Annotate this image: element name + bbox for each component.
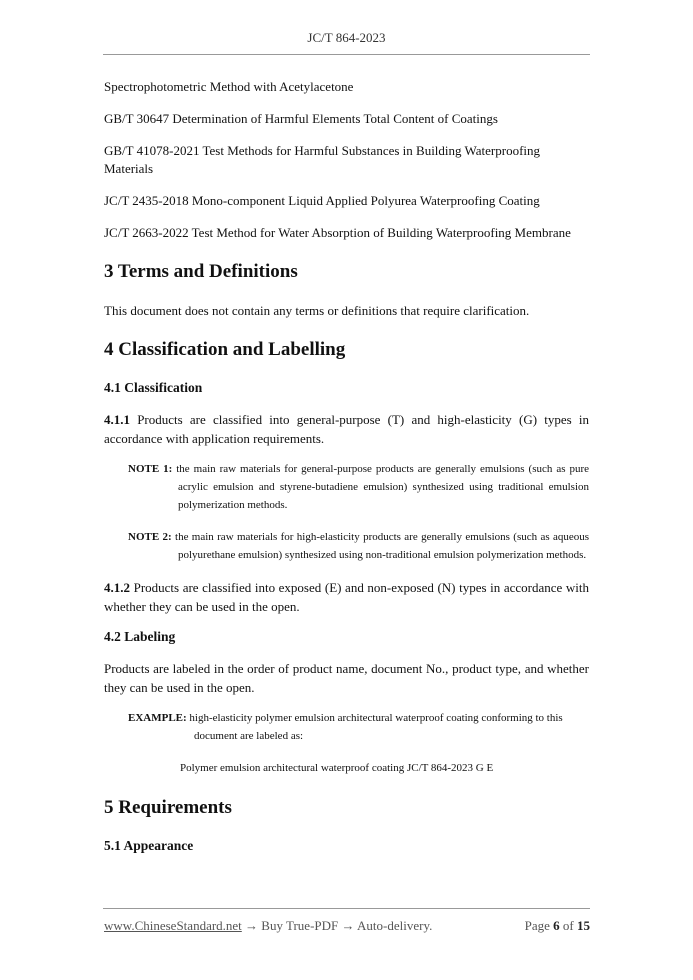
header-title: JC/T 864-2023 [307,30,386,45]
reference-item: Spectrophotometric Method with Acetylacetone [104,79,354,94]
buy-text: Buy True-PDF [261,918,339,933]
clause-number: 4.1.1 [104,412,130,427]
reference-item: JC/T 2435-2018 Mono-component Liquid Applied Polyurea Waterproofing Coating [104,193,540,208]
page-header [103,30,590,46]
clause-text: Products are classified into exposed (E) and non-exposed (N) types in accordance with whether they can be used in the open. [104,580,589,614]
note-text: the main raw materials for general-purpose products are generally emulsions (such as pure acrylic emulsion and styrene-butadiene emulsion) synthesized using traditional emulsion polymerization methods. [172,463,589,511]
footer-left [104,918,432,934]
note-2 [128,528,589,564]
note-label: NOTE 1: [128,463,173,475]
section-5-heading: 5 Requirements [104,797,232,818]
section-4-heading: 4 Classification and Labelling [104,339,346,360]
page-indicator [525,918,590,934]
example-text: high-elasticity polymer emulsion architectural waterproof coating conforming to this document are labeled as: [186,712,563,742]
page-label: Page [524,918,554,933]
of-label: of [559,918,577,933]
note-text: the main raw materials for high-elasticity products are generally emulsions (such as aqueous polyurethane emulsion) synthesized using non-traditional emulsion polymerization methods. [171,531,589,561]
section-5-1-heading: 5.1 Appearance [104,838,194,853]
page-total: 15 [577,918,590,933]
example-designation: Polymer emulsion architectural waterproof coating JC/T 864-2023 G E [180,762,494,774]
section-3-text: This document does not contain any terms or definitions that require clarification. [104,303,530,318]
arrow-icon: → [241,918,262,933]
page-footer [104,918,590,934]
arrow-icon: → [338,918,358,933]
section-4-1-heading: 4.1 Classification [104,380,203,395]
delivery-text: Auto-delivery. [357,918,433,933]
clause-text: Products are classified into general-purpose (T) and high-elasticity (G) types in accordance with application requirements. [104,412,589,446]
site-link[interactable]: www.ChineseStandard.net [104,918,242,933]
clause-4-1-1 [104,410,589,448]
section-3-heading: 3 Terms and Definitions [104,261,298,282]
clause-4-1-2 [104,578,589,616]
section-4-2-heading: 4.2 Labeling [104,629,176,644]
note-1 [128,460,589,514]
normative-references-list [104,78,589,242]
reference-item: JC/T 2663-2022 Test Method for Water Absorption of Building Waterproofing Membrane [104,225,571,240]
example-label: EXAMPLE: [128,712,187,724]
note-label: NOTE 2: [128,531,172,543]
clause-number: 4.1.2 [104,580,130,595]
reference-item: GB/T 30647 Determination of Harmful Elements Total Content of Coatings [104,111,498,126]
page-content [104,78,589,868]
footer-divider [103,908,590,909]
page-number: 6 [553,918,560,933]
reference-item: GB/T 41078-2021 Test Methods for Harmful Substances in Building Waterproofing Materials [104,143,541,176]
header-divider [103,54,590,55]
example-block [128,709,589,745]
section-4-2-text: Products are labeled in the order of product name, document No., product type, and whether they can be used in the open. [104,661,589,695]
